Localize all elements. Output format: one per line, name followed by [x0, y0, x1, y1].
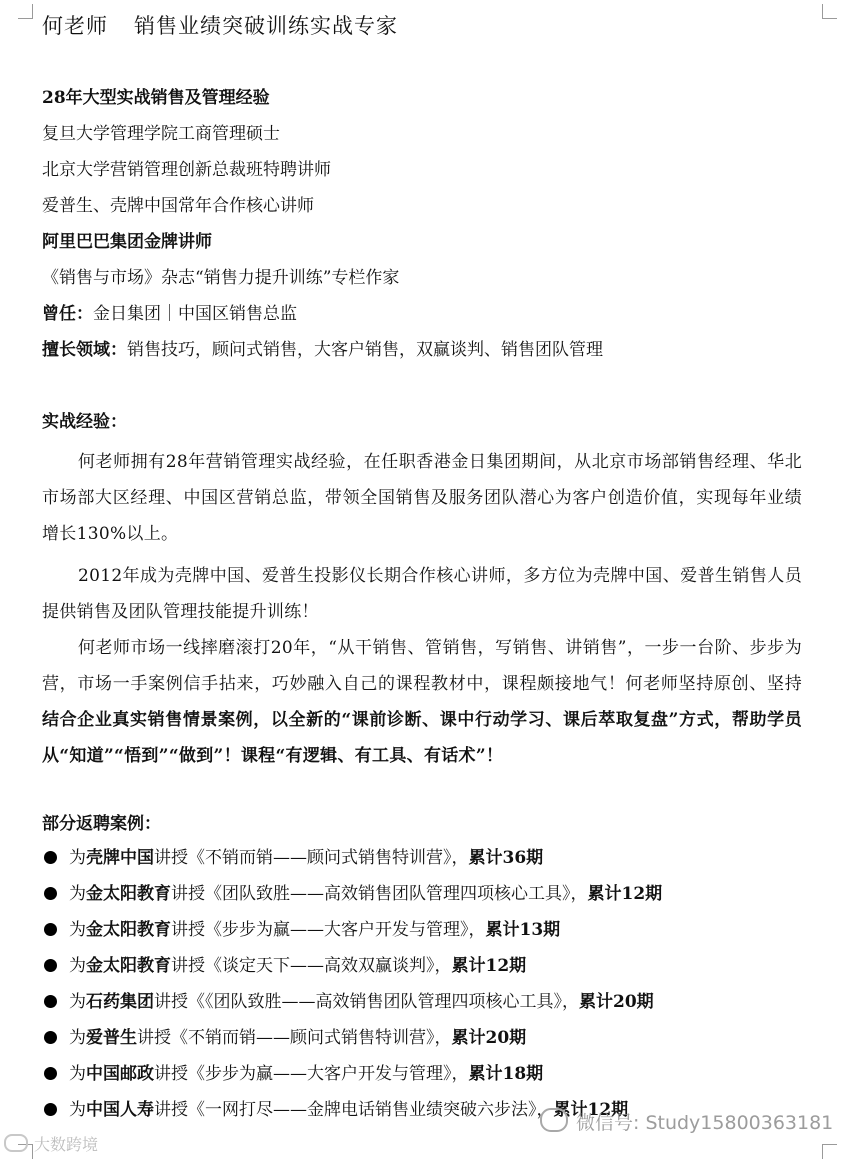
watermark-left [4, 1132, 98, 1155]
case-total: 累计20期 [451, 1028, 527, 1048]
bullet-icon [44, 1067, 57, 1080]
case-total: 累计13期 [485, 920, 561, 940]
case-course: 《一网打尽——金牌电话销售业绩突破六步法》 [188, 1100, 537, 1120]
case-prefix: 为 [69, 920, 86, 940]
case-item [44, 990, 654, 1014]
case-total: 累计36期 [468, 848, 544, 868]
bullet-icon [44, 995, 57, 1008]
case-verb: 讲授 [154, 1100, 188, 1120]
case-separator: ， [451, 1064, 469, 1084]
former-label: 曾任： [42, 304, 93, 324]
case-client: 金太阳教育 [86, 956, 171, 976]
case-verb: 讲授 [171, 920, 205, 940]
experience-paragraph: 2012年成为壳牌中国、爱普生投影仪长期合作核心讲师，多方位为壳牌中国、爱普生销售人员提供销售及团队管理技能提升训练！ [42, 566, 802, 622]
case-client: 金太阳教育 [86, 884, 171, 904]
specialty [42, 338, 603, 362]
case-client: 爱普生 [86, 1028, 137, 1048]
case-client: 中国邮政 [86, 1064, 154, 1084]
watermark-right [540, 1108, 833, 1135]
specialty-value: 销售技巧，顾问式销售，大客户销售，双赢谈判、销售团队管理 [127, 340, 603, 360]
case-total: 累计12期 [587, 884, 663, 904]
case-prefix: 为 [69, 992, 86, 1012]
case-separator: ， [536, 1100, 554, 1120]
case-client: 中国人寿 [86, 1100, 154, 1120]
case-client: 石药集团 [86, 992, 154, 1012]
bullet-icon [44, 923, 57, 936]
watermark-left-text: 大数跨境 [34, 1135, 99, 1154]
case-course: 《不销而销——顾问式销售特训营》 [188, 848, 452, 868]
bullet-icon [44, 1031, 57, 1044]
case-course: 《《团队致胜——高效销售团队管理四项核心工具》 [188, 992, 562, 1012]
experience-paragraph: 何老师拥有28年营销管理实战经验，在任职香港金日集团期间，从北京市场部销售经理、华北市场部大区经理、中国区营销总监，带领全国销售及服务团队潜心为客户创造价值，实现每年业绩增长130%以上。 [42, 452, 802, 544]
watermark-right-text: 微信号: Study15800363181 [576, 1112, 834, 1134]
page-title [42, 10, 398, 40]
experience-text-bold: 结合企业真实销售情景案例，以全新的“课前诊断、课中行动学习、课后萃取复盘”方式，帮助学员从“知道”“悟到”“做到”！课程“有逻辑、有工具、有话术”！ [42, 710, 802, 766]
case-verb: 讲授 [154, 1064, 188, 1084]
case-item [44, 846, 543, 870]
case-item [44, 882, 662, 906]
case-prefix: 为 [69, 956, 86, 976]
former-position [42, 302, 297, 326]
case-verb: 讲授 [154, 848, 188, 868]
case-course: 《步步为赢——大客户开发与管理》 [188, 1064, 452, 1084]
profile-line: 北京大学营销管理创新总裁班特聘讲师 [42, 160, 331, 180]
profile-line: 爱普生、壳牌中国常年合作核心讲师 [42, 196, 314, 216]
bullet-icon [44, 959, 57, 972]
case-item [44, 918, 560, 942]
page-corner-mark [822, 1144, 837, 1159]
case-course: 《不销而销——顾问式销售特训营》 [171, 1028, 435, 1048]
case-course: 《谈定天下——高效双赢谈判》 [205, 956, 435, 976]
case-verb: 讲授 [171, 884, 205, 904]
case-total: 累计12期 [553, 1100, 629, 1120]
case-separator: ， [562, 992, 579, 1012]
case-item [44, 954, 526, 978]
case-total: 累计20期 [579, 992, 654, 1012]
specialty-label: 擅长领域： [42, 340, 127, 360]
case-separator: ， [451, 848, 469, 868]
case-separator: ， [570, 884, 588, 904]
wechat-icon [540, 1108, 568, 1132]
experience-paragraph [42, 630, 802, 774]
case-separator: ， [434, 956, 452, 976]
case-item [44, 1062, 543, 1086]
case-prefix: 为 [69, 1028, 86, 1048]
case-separator: ， [468, 920, 486, 940]
case-course: 《团队致胜——高效销售团队管理四项核心工具》 [205, 884, 571, 904]
case-prefix: 为 [69, 1064, 86, 1084]
profile-line: 阿里巴巴集团金牌讲师 [42, 232, 212, 252]
case-prefix: 为 [69, 848, 86, 868]
case-verb: 讲授 [154, 992, 188, 1012]
trainer-name: 何老师 [42, 14, 108, 38]
case-total: 累计18期 [468, 1064, 544, 1084]
profile-line: 《销售与市场》杂志“销售力提升训练”专栏作家 [42, 268, 400, 288]
page-corner-mark [18, 4, 33, 19]
case-prefix: 为 [69, 884, 86, 904]
case-client: 金太阳教育 [86, 920, 171, 940]
case-verb: 讲授 [137, 1028, 171, 1048]
cases-heading: 部分返聘案例： [42, 814, 161, 834]
case-total: 累计12期 [451, 956, 527, 976]
case-client: 壳牌中国 [86, 848, 154, 868]
experience-text: 何老师市场一线摔磨滚打20年，“从干销售、管销售，写销售、讲销售”，一步一台阶、步步为营，市场一手案例信手拈来，巧妙融入自己的课程教材中，课程颇接地气！何老师坚持原创、坚持 [42, 638, 802, 694]
case-prefix: 为 [69, 1100, 86, 1120]
case-course: 《步步为赢——大客户开发与管理》 [205, 920, 469, 940]
experience-heading: 实战经验： [42, 412, 127, 432]
case-separator: ， [434, 1028, 452, 1048]
bullet-icon [44, 1103, 57, 1116]
bullet-icon [44, 887, 57, 900]
brand-icon [4, 1134, 28, 1152]
former-value: 金日集团｜中国区销售总监 [93, 304, 297, 324]
profile-line: 复旦大学管理学院工商管理硕士 [42, 124, 280, 144]
page-corner-mark [822, 4, 837, 19]
case-verb: 讲授 [171, 956, 205, 976]
case-item [44, 1026, 526, 1050]
bullet-icon [44, 851, 57, 864]
profile-line: 28年大型实战销售及管理经验 [42, 88, 270, 108]
trainer-title: 销售业绩突破训练实战专家 [134, 14, 398, 38]
